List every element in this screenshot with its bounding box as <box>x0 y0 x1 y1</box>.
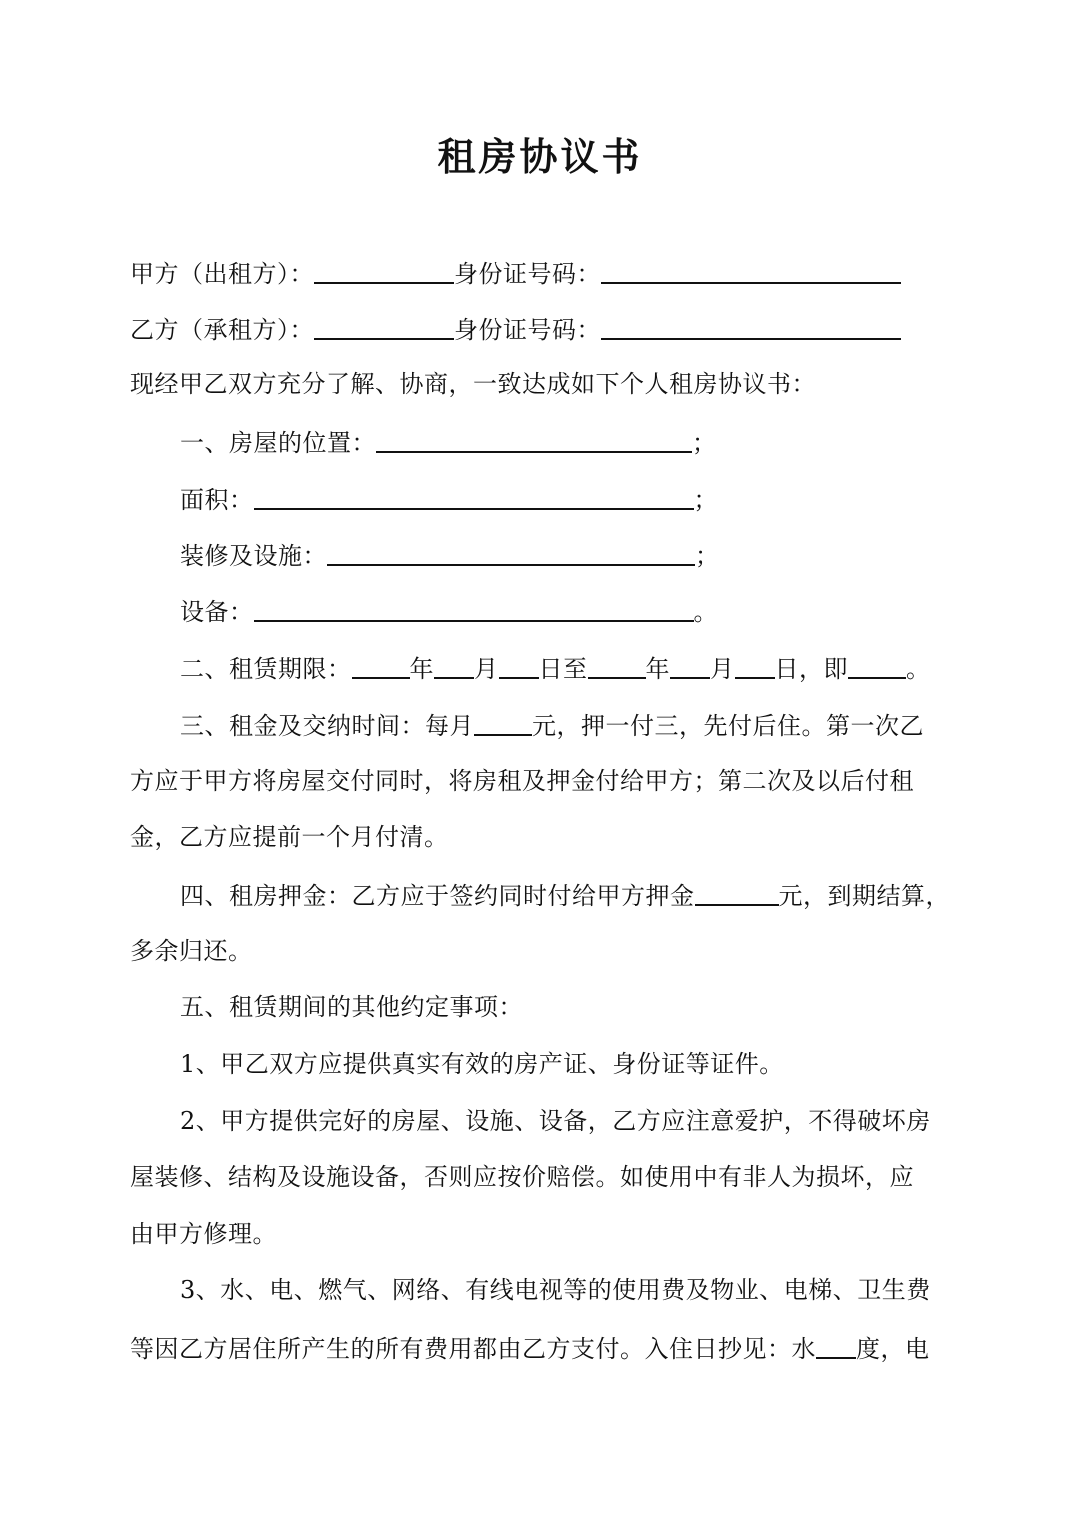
end-month-blank <box>670 651 710 679</box>
party-b-name-blank <box>314 312 454 340</box>
house-area-label: 面积： <box>180 486 254 514</box>
party-b-id-label: 身份证号码： <box>454 316 601 344</box>
start-day-blank <box>499 651 539 679</box>
party-b-line <box>130 312 960 346</box>
party-a-label: 甲方（出租方）： <box>130 260 314 288</box>
semicolon: ； <box>692 429 717 457</box>
house-location-blank <box>376 425 692 453</box>
house-equipment-label: 设备： <box>180 598 254 626</box>
month-text: 月 <box>474 655 499 683</box>
house-decoration-line <box>180 538 960 572</box>
water-reading-blank <box>816 1331 856 1359</box>
house-decoration-label: 装修及设施： <box>180 542 327 570</box>
house-area-line <box>180 482 960 516</box>
duration-blank <box>848 651 906 679</box>
other-item-3-line-1: 3、水、电、燃气、网络、有线电视等的使用费及物业、电梯、卫生费 <box>180 1276 931 1304</box>
house-equipment-line <box>180 594 960 628</box>
document-title: 租房协议书 <box>437 135 643 179</box>
party-b-id-blank <box>601 312 901 340</box>
deposit-text: 元，到期结算， <box>778 882 950 910</box>
deposit-line-2: 多余归还。 <box>130 937 253 965</box>
rent-text: 元，押一付三，先付后住。第一次乙 <box>532 712 924 740</box>
meter-reading-text: 度，电 <box>856 1335 930 1363</box>
party-a-id-blank <box>601 256 901 284</box>
deposit-text: 四、租房押金：乙方应于签约同时付给甲方押金 <box>180 882 695 910</box>
semicolon: ； <box>693 486 718 514</box>
lease-term-label: 二、租赁期限： <box>180 655 352 683</box>
party-a-line <box>130 256 960 290</box>
party-a-name-blank <box>314 256 454 284</box>
semicolon: ； <box>695 542 720 570</box>
monthly-rent-blank <box>474 708 532 736</box>
period: 。 <box>906 655 931 683</box>
party-a-id-label: 身份证号码： <box>454 260 601 288</box>
lease-term-line <box>180 651 960 685</box>
party-b-label: 乙方（承租方）： <box>130 316 314 344</box>
other-item-2-line-2: 屋装修、结构及设施设备，否则应按价赔偿。如使用中有非人为损坏，应 <box>130 1163 914 1191</box>
house-location-label: 一、房屋的位置： <box>180 429 376 457</box>
other-item-2-line-3: 由甲方修理。 <box>130 1220 277 1248</box>
year-text: 年 <box>409 655 434 683</box>
house-decoration-blank <box>327 538 695 566</box>
rent-line-2: 方应于甲方将房屋交付同时，将房租及押金付给甲方；第二次及以后付租 <box>130 767 914 795</box>
deposit-line-1 <box>180 878 960 912</box>
day-to-text: 日至 <box>538 655 588 683</box>
year-text: 年 <box>645 655 670 683</box>
start-year-blank <box>352 651 410 679</box>
deposit-amount-blank <box>695 878 779 906</box>
rent-line-1 <box>180 708 960 742</box>
other-terms-heading: 五、租赁期间的其他约定事项： <box>180 993 523 1021</box>
other-item-3-line-2 <box>130 1331 960 1365</box>
rent-line-3: 金，乙方应提前一个月付清。 <box>130 823 449 851</box>
house-area-blank <box>254 482 694 510</box>
end-year-blank <box>588 651 646 679</box>
other-item-1: 1、甲乙双方应提供真实有效的房产证、身份证等证件。 <box>180 1050 784 1078</box>
month-text: 月 <box>710 655 735 683</box>
meter-reading-text: 等因乙方居住所产生的所有费用都由乙方支付。入住日抄见：水 <box>130 1335 816 1363</box>
intro-paragraph: 现经甲乙双方充分了解、协商，一致达成如下个人租房协议书： <box>130 370 816 398</box>
rent-text: 三、租金及交纳时间：每月 <box>180 712 474 740</box>
house-location-line <box>180 425 960 459</box>
period: 。 <box>693 598 718 626</box>
house-equipment-blank <box>254 594 694 622</box>
day-text: 日，即 <box>774 655 848 683</box>
other-item-2-line-1: 2、甲方提供完好的房屋、设施、设备，乙方应注意爱护，不得破坏房 <box>180 1107 931 1135</box>
end-day-blank <box>735 651 775 679</box>
start-month-blank <box>434 651 474 679</box>
